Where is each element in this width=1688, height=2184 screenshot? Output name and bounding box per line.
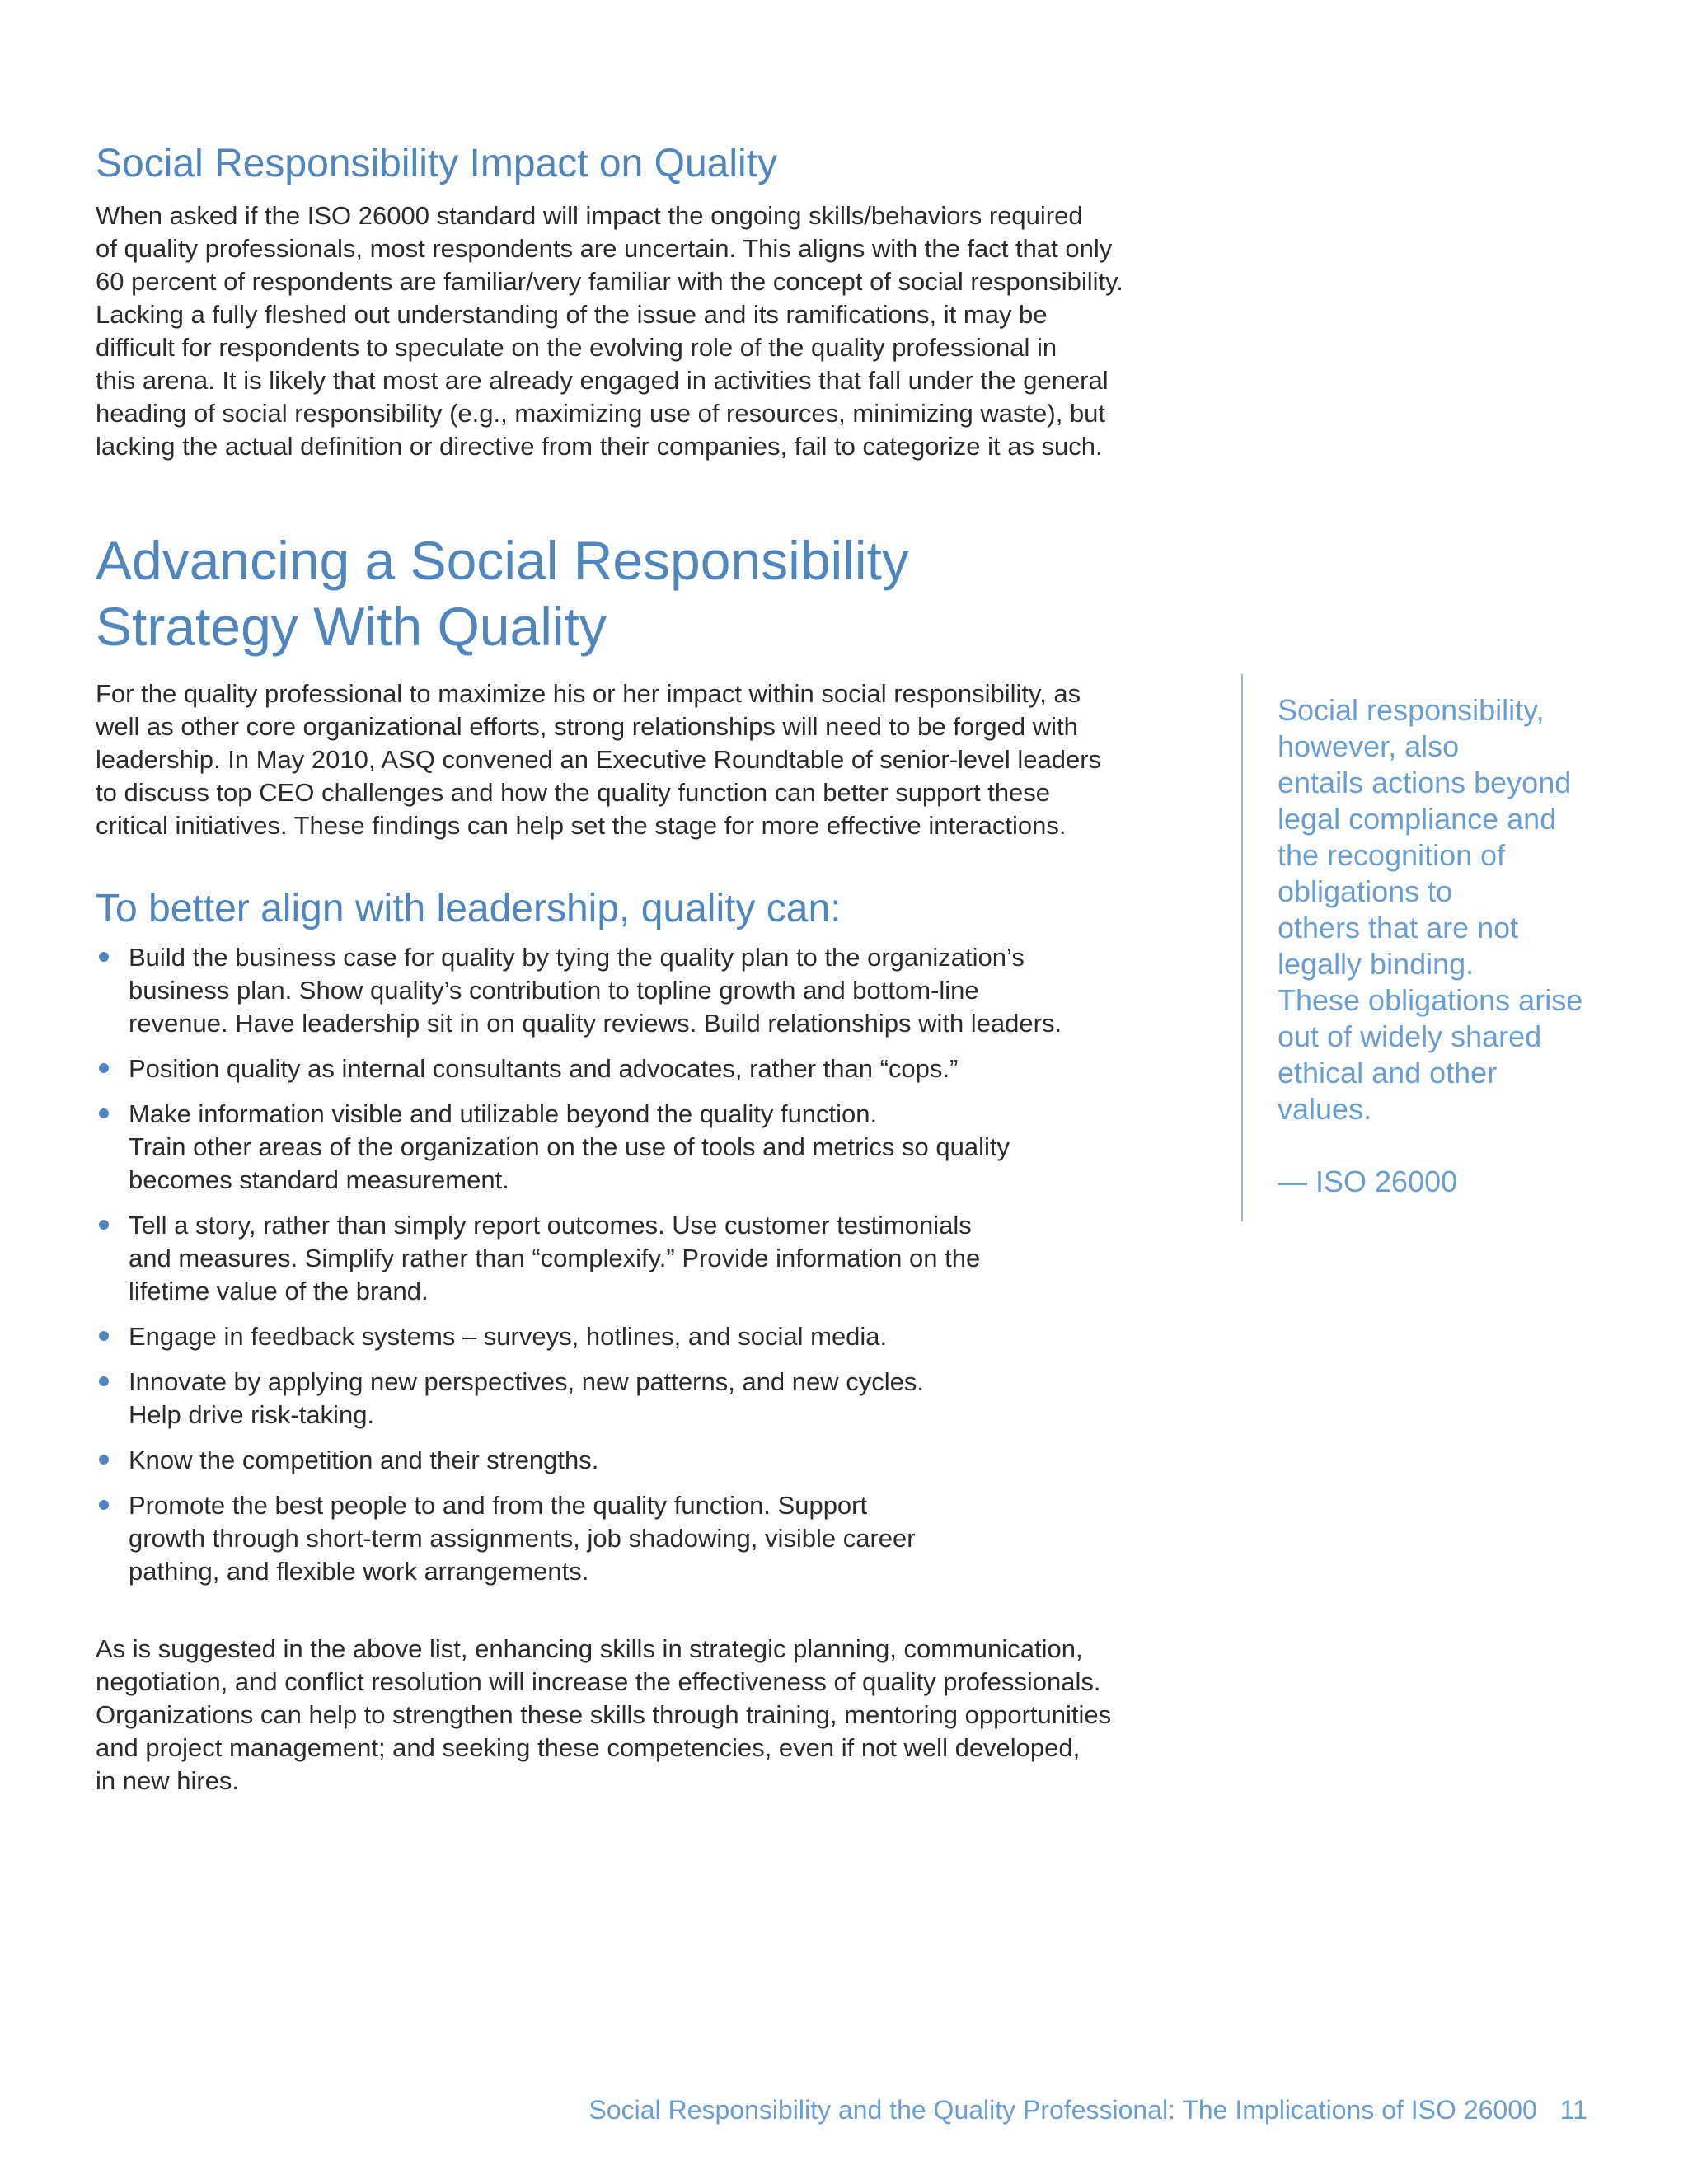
bullet-icon xyxy=(99,1331,109,1341)
page-title xyxy=(96,527,1200,659)
list-item xyxy=(96,1320,1200,1353)
recommendations-list xyxy=(96,941,1200,1588)
page-number: 11 xyxy=(1559,2095,1587,2125)
bullet-icon xyxy=(99,1063,109,1073)
page-title-line-1: Advancing a Social Responsibility xyxy=(96,530,909,591)
intro-paragraph: For the quality professional to maximize his or her impact within social responsibility, as well as other core organizational efforts, strong relationships will need to be forged with leadership. In May 2010, ASQ convened an Executive Roundtable of senior-level leaders to discuss top CEO challenges and how the quality function can better support these critical initiatives. These findings can help set the stage for more effective interactions. xyxy=(96,679,1102,840)
list-item-text: Know the competition and their strengths. xyxy=(129,1446,599,1474)
bullet-icon xyxy=(99,1108,109,1118)
pull-quote-attribution: — ISO 26000 xyxy=(1278,1165,1458,1198)
bullet-icon xyxy=(99,1376,109,1386)
list-item xyxy=(96,941,1200,1040)
bullet-icon xyxy=(99,1455,109,1465)
list-item xyxy=(96,1209,1200,1308)
page-title-line-2: Strategy With Quality xyxy=(96,596,607,657)
footer-title: Social Responsibility and the Quality Professional: The Implications of ISO 26000 xyxy=(588,2095,1537,2125)
impact-paragraph: When asked if the ISO 26000 standard will impact the ongoing skills/behaviors required of quality professionals, most respondents are uncertain. This aligns with the fact that only 60 percent of respondents are familiar/very familiar with the concept of social responsibility. Lacking a fully fleshed out understanding of the issue and its ramifications, it may be difficult for respondents to speculate on the evolving role of the quality professional in this arena. It is likely that most are already engaged in activities that fall under the general heading of social responsibility (e.g., maximizing use of resources, minimizing waste), but lacking the actual definition or directive from their companies, fail to categorize it as such. xyxy=(96,201,1123,461)
list-item-text: Position quality as internal consultants and advocates, rather than “cops.” xyxy=(129,1054,959,1083)
page-footer xyxy=(589,2093,1587,2126)
bullet-icon xyxy=(99,1220,109,1230)
list-item-text: Make information visible and utilizable beyond the quality function. Train other areas of the organization on the use of tools and metrics so quality becomes standard measurement. xyxy=(129,1099,1010,1194)
bullet-icon xyxy=(99,1500,109,1510)
bullet-icon xyxy=(99,952,109,962)
main-column xyxy=(96,140,1200,1797)
list-item-text: Promote the best people to and from the quality function. Support growth through short-term assignments, job shadowing, visible career pathing, and flexible work arrangements. xyxy=(129,1491,916,1586)
list-item xyxy=(96,1444,1200,1477)
pull-quote-sidebar xyxy=(1241,674,1604,1221)
pull-quote-text: Social responsibility, however, also entails actions beyond legal compliance and the recognition of obligations to others that are not legally binding. These obligations arise out of widely shared ethical and other values. xyxy=(1278,693,1583,1126)
list-item xyxy=(96,1098,1200,1197)
list-item-text: Tell a story, rather than simply report outcomes. Use customer testimonials and measures. Simplify rather than “complexify.” Provide information on the lifetime value of the brand. xyxy=(129,1211,981,1305)
list-heading: To better align with leadership, quality can: xyxy=(96,887,842,930)
list-item-text: Build the business case for quality by tying the quality plan to the organization’s business plan. Show quality’s contribution to topline growth and bottom-line revenue. Have leadership sit in on quality reviews. Build relationships with leaders. xyxy=(129,943,1062,1038)
closing-paragraph: As is suggested in the above list, enhancing skills in strategic planning, communication, negotiation, and conflict resolution will increase the effectiveness of quality professionals. Organizations can help to strengthen these skills through training, mentoring opportunities and project management; and seeking these competencies, even if not well developed, in new hires. xyxy=(96,1634,1112,1795)
section-heading-impact: Social Responsibility Impact on Quality xyxy=(96,142,778,185)
list-item-text: Engage in feedback systems – surveys, hotlines, and social media. xyxy=(129,1322,888,1351)
list-item-text: Innovate by applying new perspectives, new patterns, and new cycles. Help drive risk-taking. xyxy=(129,1367,924,1429)
list-item xyxy=(96,1366,1200,1432)
list-item xyxy=(96,1052,1200,1085)
list-item xyxy=(96,1489,1200,1588)
